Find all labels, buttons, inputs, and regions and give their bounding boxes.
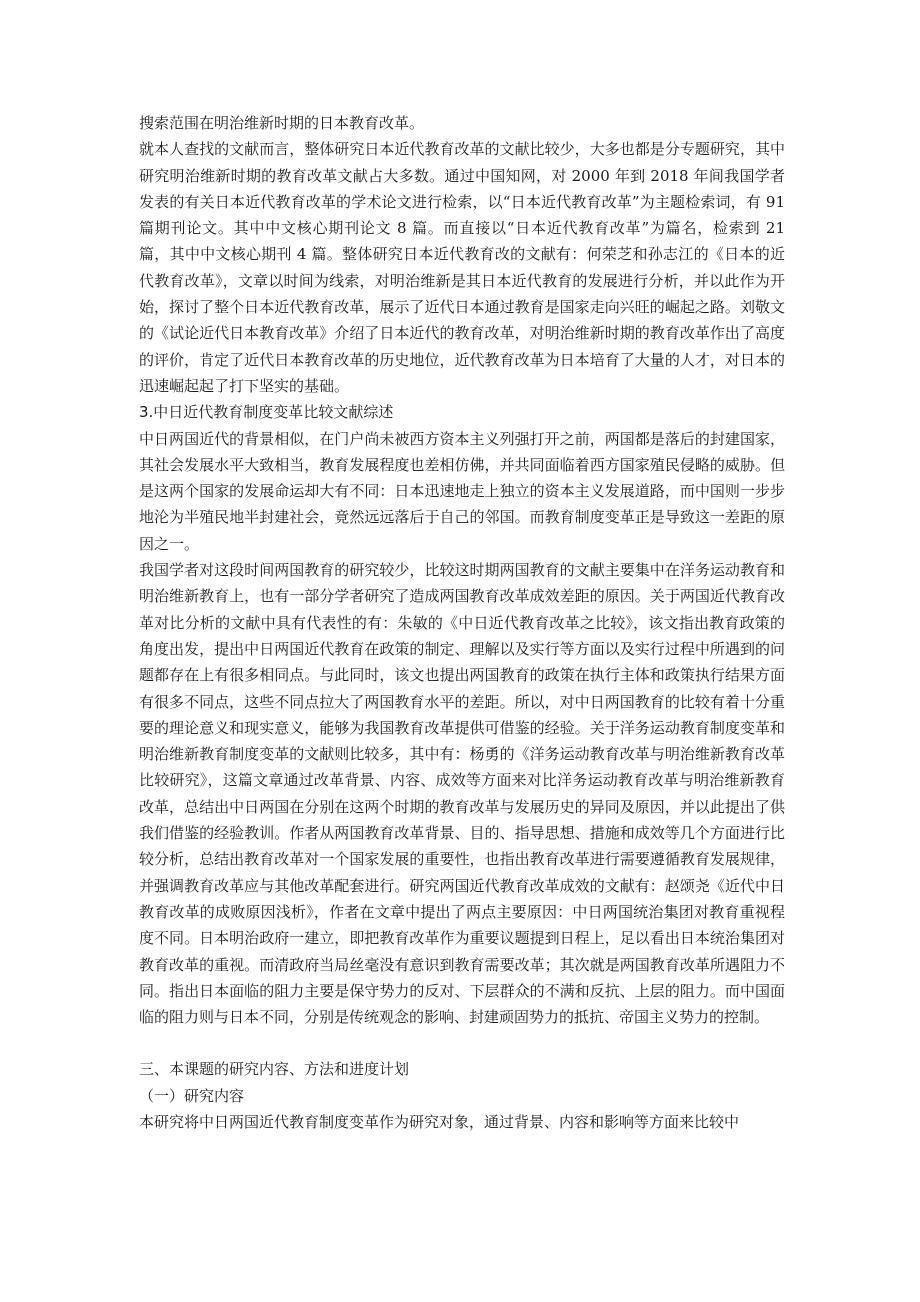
subsection-title: （一）研究内容 <box>139 1086 245 1105</box>
paragraph-background: 中日两国近代的背景相似，在门户尚未被西方资本主义列强打开之前，两国都是落后的封建国家，其社会发展水平大致相当，教育发展程度也差相仿佛，并共同面临着西方国家殖民侵略的威胁。但是这两个国家的发展命运却大有不同：日本迅速地走上独立的资本主义发展道路，而中国则一步步地沦为半殖民地半封建社会，竟然远远落后于自己的邻国。而教育制度变革正是导致这一差距的原因之一。 <box>139 429 785 553</box>
spacer <box>139 1030 785 1056</box>
document-body <box>139 110 785 1135</box>
paragraph-scholar-research: 我国学者对这段时间两国教育的研究较少，比较这时期两国教育的文献主要集中在洋务运动教育和明治维新教育上，也有一部分学者研究了造成两国教育改革成效差距的原因。关于两国近代教育改革对比分析的文献中具有代表性的有：朱敏的《中日近代教育改革之比较》，该文指出教育政策的角度出发，提出中日两国近代教育在政策的制定、理解以及实行等方面以及实行过程中所遇到的问题都存在上有很多相同点。与此同时，该文也提出两国教育的政策在执行主体和政策执行结果方面有很多不同点，这些不同点拉大了两国教育水平的差距。所以，对中日两国教育的比较有着十分重要的理论意义和现实意义，能够为我国教育改革提供可借鉴的经验。关于洋务运动教育制度变革和明治维新教育制度变革的文献则比较多，其中有：杨勇的《洋务运动教育改革与明治维新教育改革比较研究》，这篇文章通过改革背景、内容、成效等方面来对比洋务运动教育改革与明治维新教育改革，总结出中日两国在分别在这两个时期的教育改革与发展历史的异同及原因，并以此提出了供我们借鉴的经验教训。作者从两国教育改革背景、目的、指导思想、措施和成效等几个方面进行比较分析，总结出教育改革对一个国家发展的重要性，也指出教育改革进行需要遵循教育发展规律，并强调教育改革应与其他改革配套进行。研究两国近代教育改革成效的文献有：赵颂尧《近代中日教育改革的成败原因浅析》，作者在文章中提出了两点主要原因：中日两国统治集团对教育重视程度不同。日本明治政府一建立，即把教育改革作为重要议题提到日程上，足以看出日本统治集团对教育改革的重视。而清政府当局丝毫没有意识到教育需要改革；其次就是两国教育改革所遇阻力不同。指出日本面临的阻力主要是保守势力的反对、下层群众的不满和反抗、上层的阻力。而中国面临的阻力则与日本不同，分别是传统观念的影响、封建顽固势力的抵抗、帝国主义势力的控制。 <box>139 561 785 1027</box>
section-title: 三、本课题的研究内容、方法和进度计划 <box>139 1060 410 1079</box>
paragraph-research-content: 本研究将中日两国近代教育制度变革作为研究对象，通过背景、内容和影响等方面来比较中 <box>139 1112 740 1131</box>
heading-comparison-review: 3.中日近代教育制度变革比较文献综述 <box>139 403 394 422</box>
paragraph-japan-literature: 就本人查找的文献而言，整体研究日本近代教育改革的文献比较少，大多也都是分专题研究，其中研究明治维新时期的教育改革文献占大多数。通过中国知网，对 2000 年到 2018 年间我国学者发表的有关日本近代教育改革的学术论文进行检索，以“日本近代教育改革”为主题检索词，有 91 篇期刊论文。其中中文核心期刊论文 8 篇。而直接以“日本近代教育改革”为篇名，检索到 21 篇，其中中文核心期刊 4 篇。整体研究日本近代教育改的文献有：何荣芝和孙志江的《日本的近代教育改革》，文章以时间为线索，对明治维新是其日本近代教育的发展进行分析，并以此作为开始，探讨了整个日本近代教育改革，展示了近代日本通过教育是国家走向兴旺的崛起之路。刘敬文的《试论近代日本教育改革》介绍了日本近代的教育改革，对明治维新时期的教育改革作出了高度的评价，肯定了近代日本教育改革的历史地位，近代教育改革为日本培育了大量的人才，对日本的迅速崛起起了打下坚实的基础。 <box>139 140 785 395</box>
paragraph-search-scope: 搜索范围在明治维新时期的日本教育改革。 <box>139 114 425 132</box>
